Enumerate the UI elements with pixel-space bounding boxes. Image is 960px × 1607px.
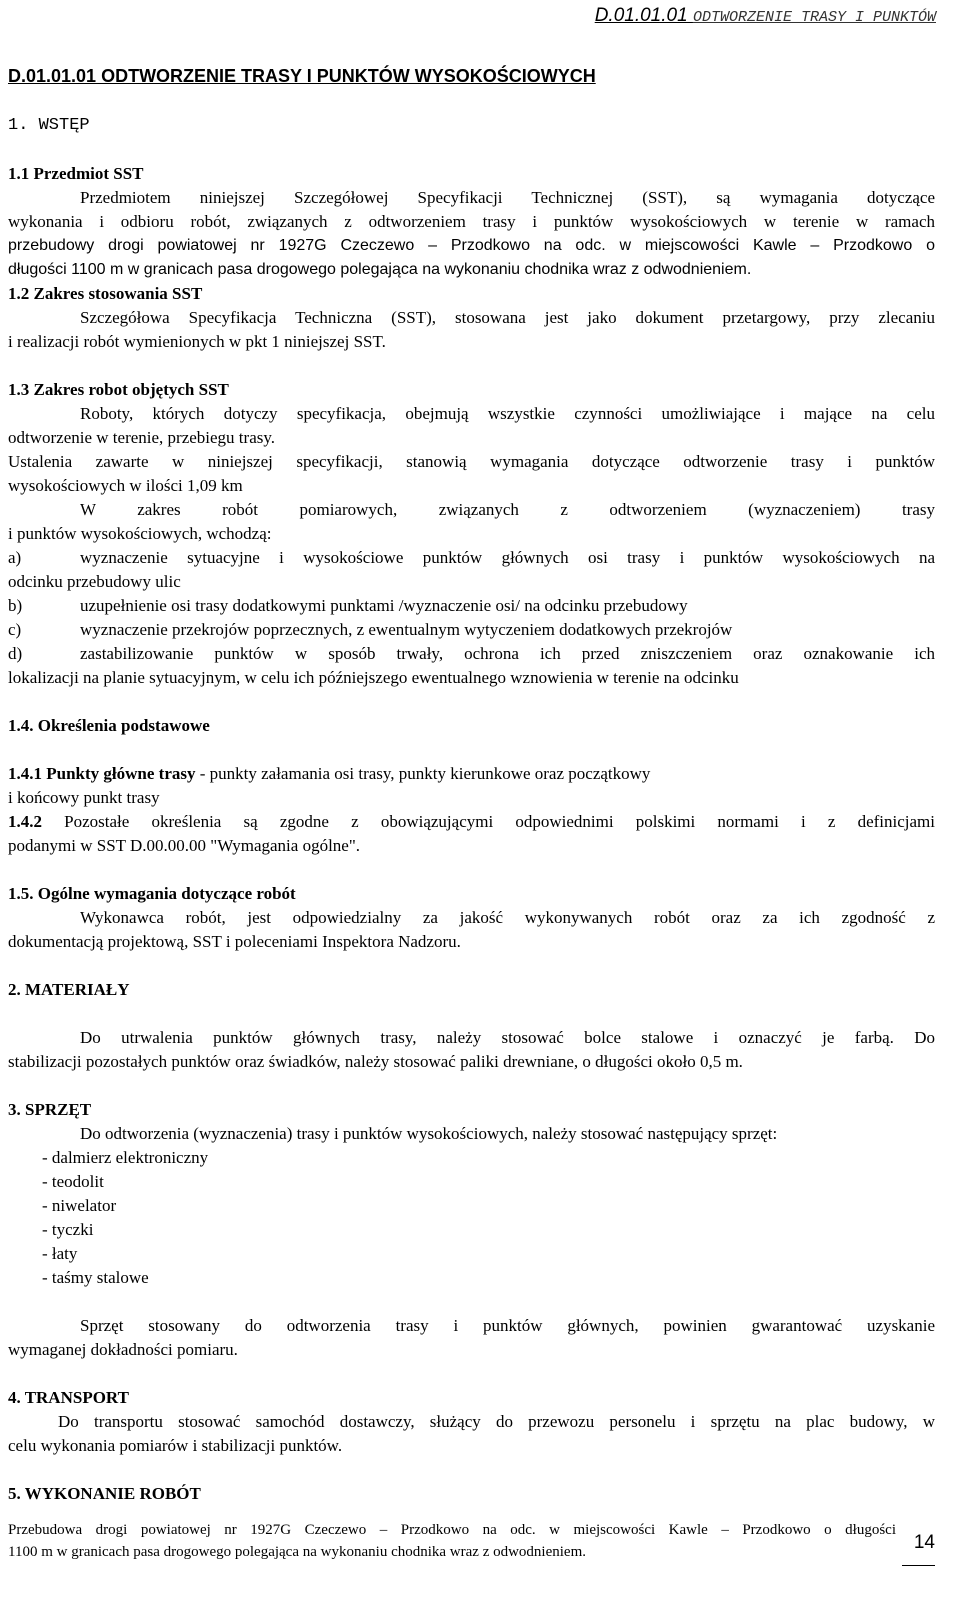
list-item-a-cont: odcinku przebudowy ulic: [8, 572, 181, 591]
list-item-b: [8, 594, 935, 618]
equipment-item: - taśmy stalowe: [42, 1268, 149, 1287]
list-text: wyznaczenie przekrojów poprzecznych, z ewentualnym wytyczeniem dodatkowych przekrojów: [80, 620, 733, 639]
section-2-heading: 2. MATERIAŁY: [8, 980, 130, 999]
section-1-3-line: odtworzenie w terenie, przebiegu trasy.: [8, 428, 276, 447]
definition-1-4-2-cont: podanymi w SST D.00.00.00 "Wymagania ogólne".: [8, 836, 361, 855]
section-3-heading: 3. SPRZĘT: [8, 1100, 92, 1119]
definition-text: Pozostałe określenia są zgodne z obowiązującymi odpowiednimi polskimi normami i z definicjami: [42, 812, 935, 831]
list-text: zastabilizowanie punktów w sposób trwały, ochrona ich przed zniszczeniem oraz oznakowanie ich: [80, 644, 935, 663]
section-3-intro: Do odtworzenia (wyznaczenia) trasy i punktów wysokościowych, należy stosować następujący sprzęt:: [80, 1124, 778, 1143]
section-1-2-line: i realizacji robót wymienionych w pkt 1 niniejszej SST.: [8, 332, 386, 351]
section-4-line: celu wykonania pomiarów i stabilizacji punktów.: [8, 1436, 343, 1455]
list-item-d: [8, 642, 935, 666]
list-item-d-cont: lokalizacji na planie sytuacyjnym, w celu ich późniejszego ewentualnego wznowienia w terenie na odcinku: [8, 668, 739, 687]
definition-1-4-1: [8, 762, 935, 786]
section-1-3-line: wysokościowych w ilości 1,09 km: [8, 476, 243, 495]
equipment-item: - tyczki: [42, 1220, 94, 1239]
section-5-heading: 5. WYKONANIE ROBÓT: [8, 1484, 201, 1503]
section-1-3-heading: 1.3 Zakres robot objętych SST: [8, 380, 229, 399]
section-3-line: wymaganej dokładności pomiaru.: [8, 1340, 238, 1359]
definition-number: 1.4.1: [8, 764, 42, 783]
section-1-2-heading: 1.2 Zakres stosowania SST: [8, 284, 203, 303]
running-header: [595, 4, 936, 30]
footer-rule: [902, 1565, 935, 1566]
equipment-item: - łaty: [42, 1244, 78, 1263]
definition-1-4-2: [8, 810, 935, 834]
definition-1-4-1-cont: i końcowy punkt trasy: [8, 788, 160, 807]
section-1-3-line: Roboty, których dotyczy specyfikacja, obejmują wszystkie czynności umożliwiające i mające na celu: [80, 404, 935, 423]
section-1-3-line: i punktów wysokościowych, wchodzą:: [8, 524, 272, 543]
list-label: b): [8, 596, 23, 615]
list-item-c: [8, 618, 935, 642]
equipment-item: - teodolit: [42, 1172, 104, 1191]
section-4-line: Do transportu stosować samochód dostawczy, służący do przewozu personelu i sprzętu na plac budowy, w: [58, 1412, 935, 1431]
section-1-5-line: Wykonawca robót, jest odpowiedzialny za jakość wykonywanych robót oraz za ich zgodność z: [80, 908, 935, 927]
section-1-4-heading: 1.4. Określenia podstawowe: [8, 716, 210, 735]
definition-number: 1.4.2: [8, 812, 42, 831]
document-title: D.01.01.01 ODTWORZENIE TRASY I PUNKTÓW WYSOKOŚCIOWYCH: [8, 66, 596, 86]
footer-line: 1100 m w granicach pasa drogowego polegająca na wykonaniu chodnika wraz z odwodnieniem.: [8, 1544, 586, 1560]
section-1-1-heading: 1.1 Przedmiot SST: [8, 164, 144, 183]
section-1-1-line: długości 1100 m w granicach pasa drogowego polegająca na wykonaniu chodnika wraz z odwodnieniem.: [8, 261, 752, 278]
header-code: D.01.01.01: [594, 5, 693, 26]
list-label: c): [8, 620, 22, 639]
section-1-1-line: przebudowy drogi powiatowej nr 1927G Czeczewo – Przodkowo na odc. w miejscowości Kawle – Przodkowo o: [8, 237, 935, 254]
section-1-1-line: wykonania i odbioru robót, związanych z odtworzeniem trasy i punktów wysokościowych w terenie w ramach: [8, 212, 935, 231]
section-3-line: Sprzęt stosowany do odtworzenia trasy i punktów głównych, powinien gwarantować uzyskanie: [80, 1316, 935, 1335]
list-text: wyznaczenie sytuacyjne i wysokościowe punktów głównych osi trasy i punktów wysokościowych na: [80, 548, 935, 567]
section-2-line: Do utrwalenia punktów głównych trasy, należy stosować bolce stalowe i oznaczyć je farbą. Do: [80, 1028, 935, 1047]
section-2-line: stabilizacji pozostałych punktów oraz świadków, należy stosować paliki drewniane, o długości około 0,5 m.: [8, 1052, 743, 1071]
section-1-3-line: W zakres robót pomiarowych, związanych z odtworzeniem (wyznaczeniem) trasy: [80, 500, 935, 519]
equipment-item: - niwelator: [42, 1196, 117, 1215]
footer-line: Przebudowa drogi powiatowej nr 1927G Czeczewo – Przodkowo na odc. w miejscowości Kawle – Przodkowo o długości: [8, 1522, 896, 1538]
section-1-heading: 1. WSTĘP: [8, 116, 90, 135]
page-number: 14: [913, 1532, 935, 1553]
section-1-2-line: Szczegółowa Specyfikacja Techniczna (SST), stosowana jest jako dokument przetargowy, przy zlecaniu: [80, 308, 935, 327]
list-label: a): [8, 548, 22, 567]
definition-term: Punkty główne trasy: [42, 764, 196, 783]
section-1-1-line: Przedmiotem niniejszej Szczegółowej Specyfikacji Technicznej (SST), są wymagania dotyczące: [80, 188, 935, 207]
definition-text: - punkty załamania osi trasy, punkty kierunkowe oraz początkowy: [195, 764, 651, 783]
section-1-5-heading: 1.5. Ogólne wymagania dotyczące robót: [8, 884, 296, 903]
section-1-3-line: Ustalenia zawarte w niniejszej specyfikacji, stanowią wymagania dotyczące odtworzenie trasy i punktów: [8, 452, 935, 471]
equipment-item: - dalmierz elektroniczny: [42, 1148, 209, 1167]
section-4-heading: 4. TRANSPORT: [8, 1388, 129, 1407]
header-title: ODTWORZENIE TRASY I PUNKTÓW: [692, 9, 936, 26]
list-item-a: [8, 546, 935, 570]
section-1-5-line: dokumentacją projektową, SST i poleceniami Inspektora Nadzoru.: [8, 932, 461, 951]
list-text: uzupełnienie osi trasy dodatkowymi punktami /wyznaczenie osi/ na odcinku przebudowy: [80, 596, 688, 615]
list-label: d): [8, 644, 23, 663]
